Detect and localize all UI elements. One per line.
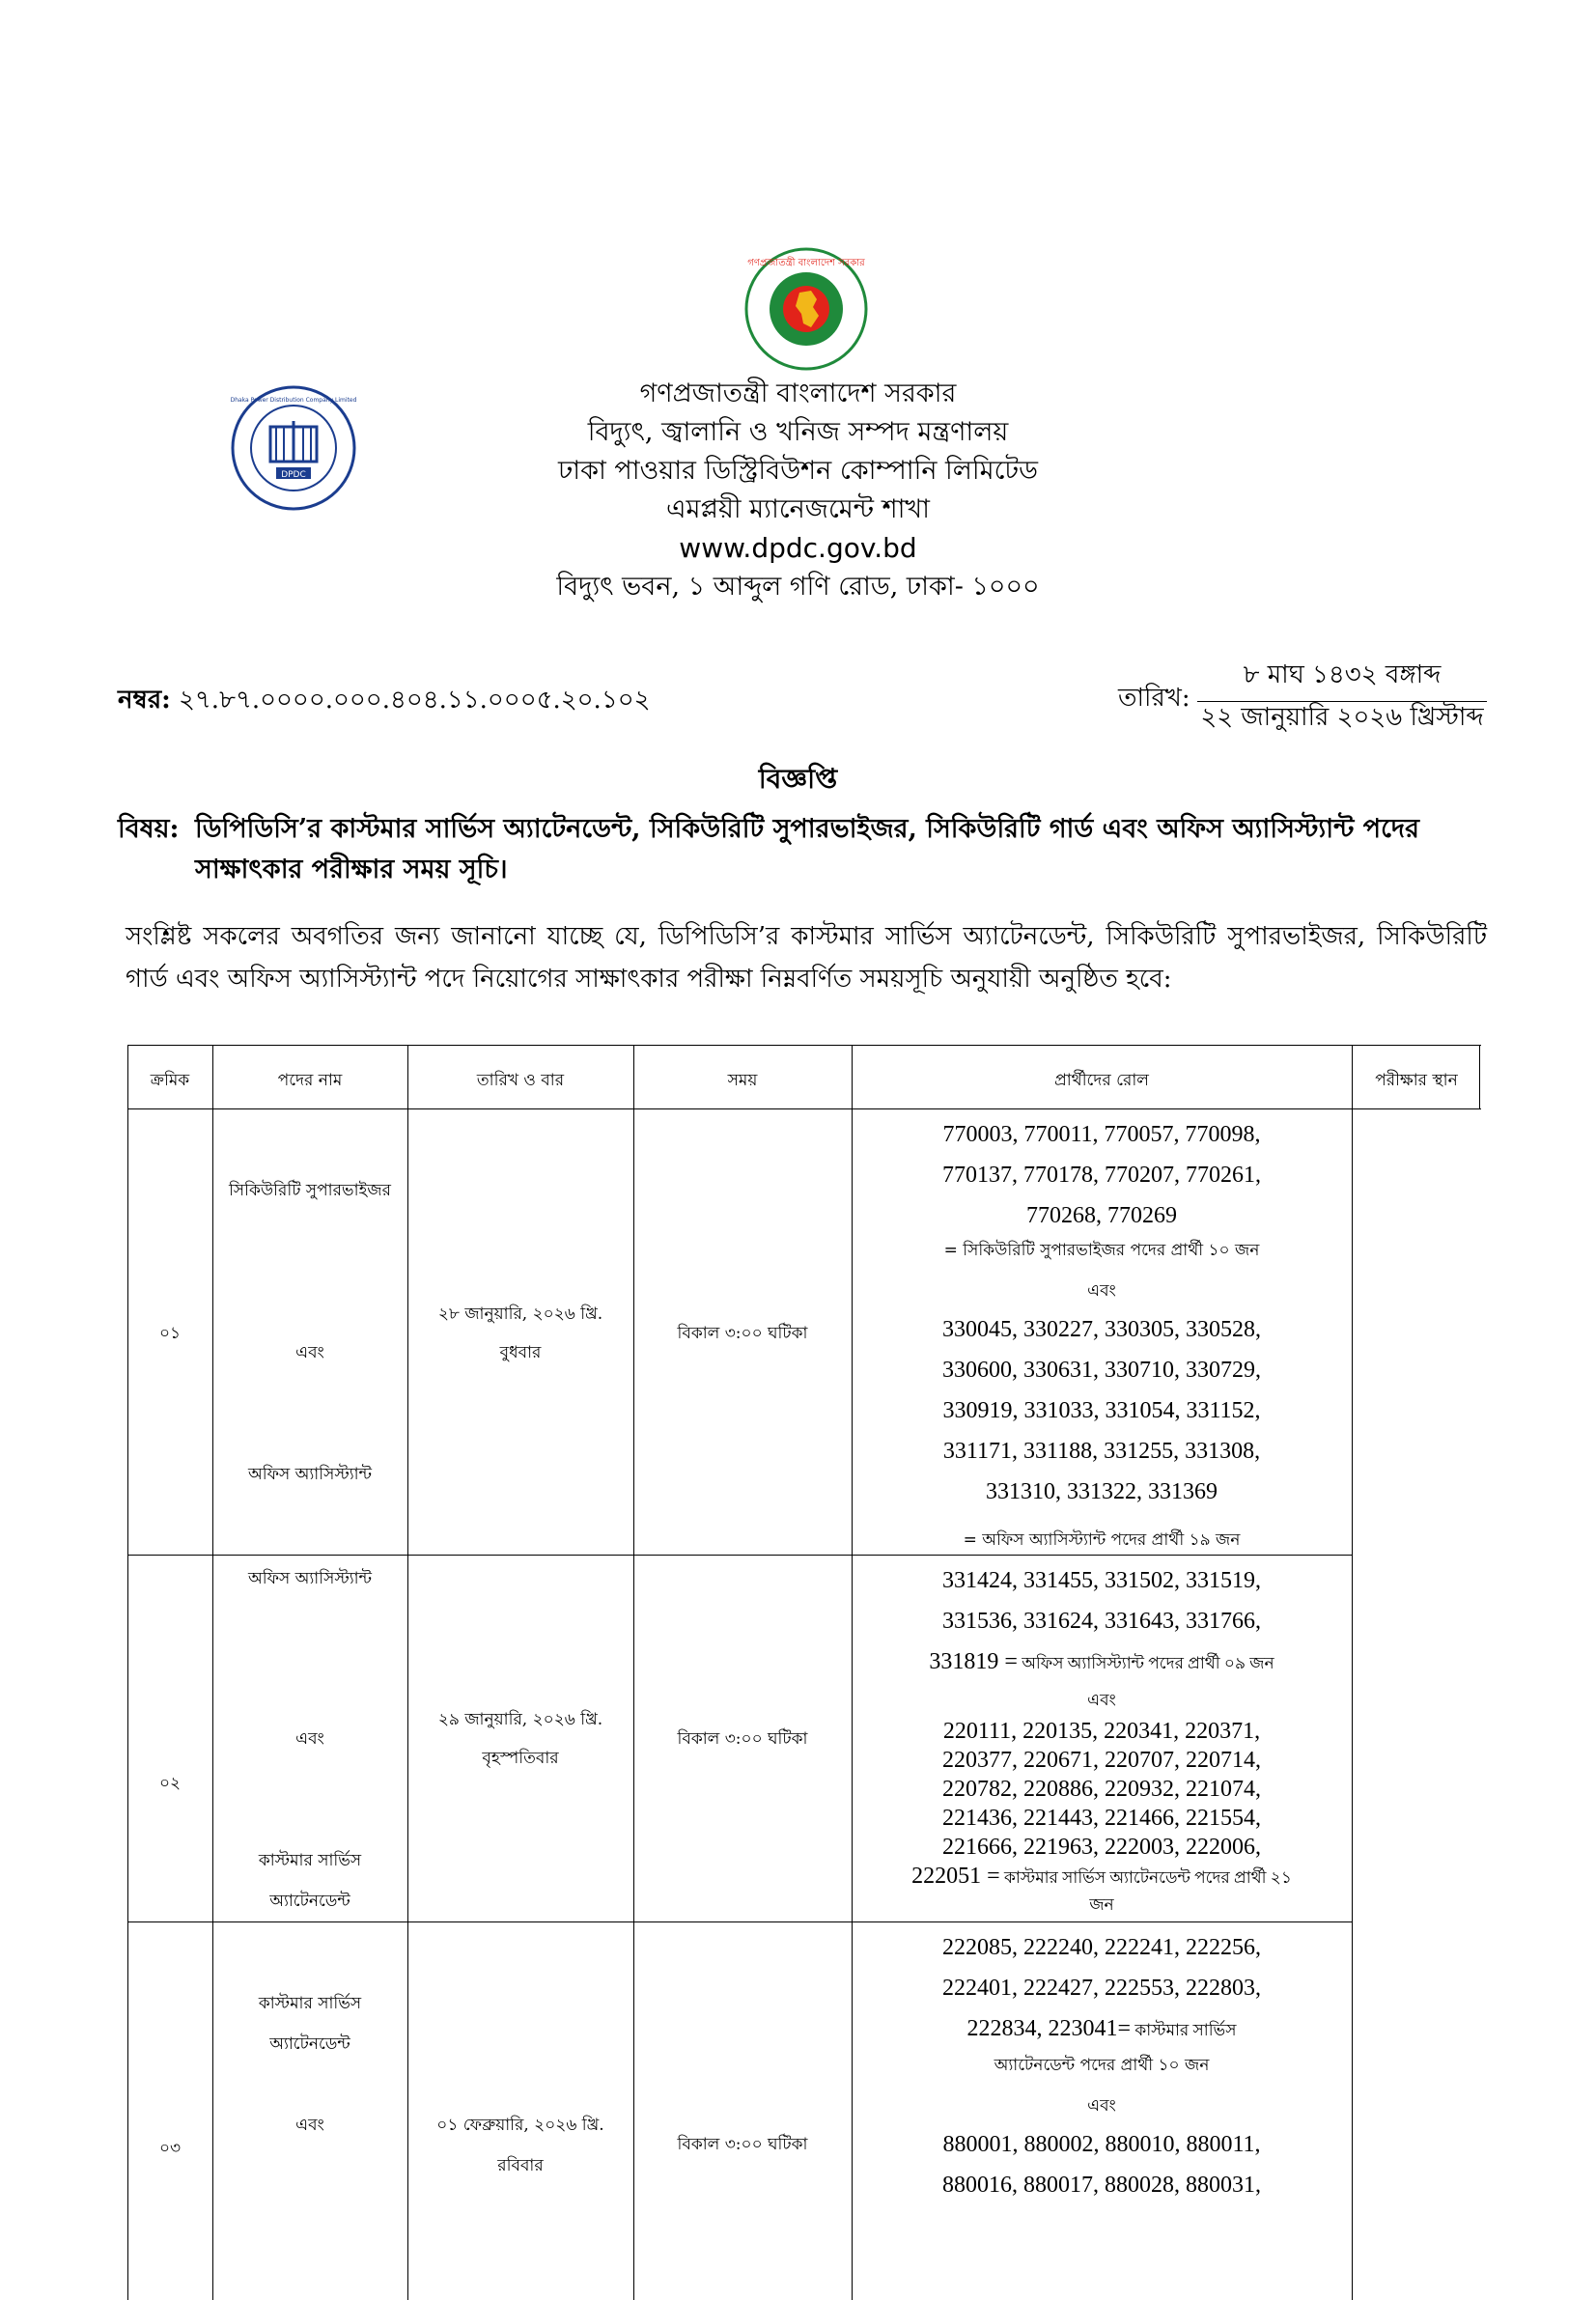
- header-time: সময়: [727, 1071, 758, 1090]
- row2-post1: অফিস অ্যাসিস্ট্যান্ট: [248, 1569, 372, 1588]
- roll-line: 880016, 880017, 880028, 880031,: [942, 2173, 1261, 2198]
- row3-post1b: অ্যাটেনডেন্ট: [269, 2034, 350, 2054]
- roll-last: 222051 =: [911, 1864, 1000, 1889]
- header-venue: পরীক্ষার স্থান: [1375, 1071, 1458, 1090]
- row1-note-b: = অফিস অ্যাসিস্ট্যান্ট পদের প্রার্থী ১৯ জন: [963, 1530, 1241, 1550]
- row1-rolls-b: [852, 1309, 1352, 1512]
- row1-time: বিকাল ৩:০০ ঘটিকা: [677, 1324, 808, 1343]
- row3-note-a2: অ্যাটেনডেন্ট পদের প্রার্থী ১০ জন: [994, 2056, 1210, 2075]
- row3-day: রবিবার: [497, 2156, 544, 2175]
- header-serial: ক্রমিক: [150, 1071, 190, 1090]
- roll-last: 222834, 223041=: [966, 2016, 1132, 2041]
- row1-post2: অফিস অ্যাসিস্ট্যান্ট: [248, 1465, 372, 1484]
- row3-serial: ০৩: [158, 2139, 182, 2158]
- row1-day: বুধবার: [499, 1343, 542, 1362]
- row2-post2a: কাস্টমার সার্ভিস: [258, 1851, 362, 1870]
- government-seal-icon: [743, 246, 869, 372]
- header-company: ঢাকা পাওয়ার ডিস্ট্রিবিউশন কোম্পানি লিমিটেড: [557, 456, 1039, 486]
- roll-line: 330919, 331033, 331054, 331152,: [942, 1398, 1261, 1423]
- roll-line: 770137, 770178, 770207, 770261,: [942, 1163, 1261, 1188]
- row3-date: ০১ ফেব্রুয়ারি, ২০২৬ খ্রি.: [436, 2116, 604, 2135]
- row2-time: বিকাল ৩:০০ ঘটিকা: [677, 1729, 808, 1749]
- row2-date: ২৯ জানুয়ারি, ২০২৬ খ্রি.: [437, 1710, 603, 1729]
- roll-line: 330045, 330227, 330305, 330528,: [942, 1317, 1261, 1342]
- roll-line: 331171, 331188, 331255, 331308,: [942, 1439, 1261, 1464]
- roll-line: 220111, 220135, 220341, 220371,: [942, 1719, 1261, 1744]
- roll-line: [852, 1862, 1352, 1893]
- roll-line: 221666, 221963, 222003, 222006,: [942, 1835, 1261, 1860]
- date-english: ২২ জানুয়ারি ২০২৬ খ্রিস্টাব্দ: [1200, 703, 1484, 732]
- row3-and: এবং: [295, 2116, 324, 2135]
- row1-rolls-a: [852, 1114, 1352, 1236]
- subject-text: ডিপিডিসি’র কাস্টমার সার্ভিস অ্যাটেনডেন্ট, সিকিউরিটি সুপারভাইজর, সিকিউরিটি গার্ড এবং অফিস অ্যাসিস্ট্যান্ট পদের সাক্ষাৎকার পরীক্ষার সময় সূচি।: [195, 814, 1419, 884]
- memo-number-value: ২৭.৮৭.০০০০.০০০.৪০৪.১১.০০০৫.২০.১০২: [179, 686, 651, 715]
- header-rolls: প্রার্থীদের রোল: [1054, 1071, 1149, 1090]
- header-post: পদের নাম: [277, 1071, 343, 1090]
- row1-serial: ০১: [158, 1324, 182, 1343]
- roll-line: 222085, 222240, 222241, 222256,: [942, 1935, 1261, 1960]
- memo-label: নম্বর:: [118, 686, 171, 715]
- row2-serial: ০২: [158, 1774, 182, 1793]
- roll-line: 331310, 331322, 331369: [986, 1479, 1218, 1504]
- row1-note-a: = সিকিউরিটি সুপারভাইজর পদের প্রার্থী ১০ জন: [943, 1241, 1260, 1260]
- header-date: তারিখ ও বার: [476, 1071, 565, 1090]
- date-bangla: ৮ মাঘ ১৪৩২ বঙ্গাব্দ: [1197, 655, 1487, 702]
- roll-line: 770268, 770269: [1026, 1203, 1177, 1228]
- row1-post1: সিকিউরিটি সুপারভাইজর: [229, 1181, 391, 1200]
- row3-rolls-a: [852, 1927, 1352, 2051]
- roll-line: [852, 2008, 1352, 2051]
- header-address: বিদ্যুৎ ভবন, ১ আব্দুল গণি রোড, ঢাকা- ১০০০: [556, 572, 1040, 602]
- roll-line: 220377, 220671, 220707, 220714,: [942, 1748, 1261, 1773]
- header-department: এমপ্লয়ী ম্যানেজমেন্ট শাখা: [666, 494, 930, 524]
- row2-rolls-b: [852, 1717, 1352, 1893]
- memo-number: [118, 680, 651, 722]
- row3-rolls-b: [852, 2124, 1352, 2205]
- row3-note-a: কাস্টমার সার্ভিস: [1131, 2021, 1237, 2039]
- row1-and: এবং: [295, 1343, 324, 1362]
- row3-and-rolls: এবং: [1087, 2096, 1116, 2116]
- roll-line: 220782, 220886, 220932, 221074,: [942, 1777, 1261, 1802]
- row1-and-rolls: এবং: [1087, 1281, 1116, 1301]
- row3-time: বিকাল ৩:০০ ঘটিকা: [677, 2135, 808, 2154]
- roll-line: 222401, 222427, 222553, 222803,: [942, 1976, 1261, 2001]
- roll-line: 221436, 221443, 221466, 221554,: [942, 1806, 1261, 1831]
- roll-line: 330600, 330631, 330710, 330729,: [942, 1358, 1261, 1383]
- row2-day: বৃহস্পতিবার: [482, 1749, 559, 1768]
- roll-line: 880001, 880002, 880010, 880011,: [942, 2132, 1261, 2157]
- roll-line: 331536, 331624, 331643, 331766,: [942, 1609, 1261, 1634]
- roll-line: 331424, 331455, 331502, 331519,: [942, 1568, 1261, 1593]
- roll-line: [852, 1641, 1352, 1684]
- row2-note-a: অফিস অ্যাসিস্ট্যান্ট পদের প্রার্থী ০৯ জন: [1017, 1654, 1274, 1672]
- header-ministry: বিদ্যুৎ, জ্বালানি ও খনিজ সম্পদ মন্ত্রণালয়: [587, 417, 1009, 447]
- notice-intro: সংশ্লিষ্ট সকলের অবগতির জন্য জানানো যাচ্ছে যে, ডিপিডিসি’র কাস্টমার সার্ভিস অ্যাটেনডেন্ট, সিকিউরিটি সুপারভাইজর, সিকিউরিটি গার্ড এবং অফিস অ্যাসিস্ট্যান্ট পদে নিয়োগের সাক্ষাৎকার পরীক্ষা নিম্নবর্ণিত সময়সূচি অনুযায়ী অনুষ্ঠিত হবে:: [126, 922, 1487, 994]
- roll-line: 770003, 770011, 770057, 770098,: [942, 1122, 1261, 1147]
- dpdc-logo-text: DPDC: [281, 470, 306, 480]
- notice-title: বিজ্ঞপ্তি: [758, 763, 838, 795]
- subject-label: বিষয়:: [118, 814, 180, 844]
- row2-and-rolls: এবং: [1087, 1691, 1116, 1710]
- seal-text: গণপ্রজাতন্ত্রী বাংলাদেশ সরকার: [747, 258, 865, 268]
- row2-note-b: কাস্টমার সার্ভিস অ্যাটেনডেন্ট পদের প্রার্থী ২১: [999, 1868, 1292, 1887]
- row2-and: এবং: [295, 1729, 324, 1749]
- row2-post2b: অ্যাটেনডেন্ট: [269, 1892, 350, 1911]
- schedule-table: [127, 1045, 1481, 2300]
- row2-rolls-a: [852, 1560, 1352, 1684]
- date-label: তারিখ:: [1118, 684, 1190, 713]
- row1-date: ২৮ জানুয়ারি, ২০২৬ খ্রি.: [437, 1304, 603, 1324]
- header-government: গণপ্রজাতন্ত্রী বাংলাদেশ সরকার: [639, 379, 957, 408]
- roll-last: 331819 =: [929, 1649, 1018, 1674]
- dpdc-ring-text: Dhaka Power Distribution Company Limited: [230, 397, 357, 404]
- row2-note-b2: জন: [1089, 1895, 1114, 1915]
- header-website: www.dpdc.gov.bd: [679, 532, 917, 564]
- row3-post1a: কাস্টমার সার্ভিস: [258, 1994, 362, 2013]
